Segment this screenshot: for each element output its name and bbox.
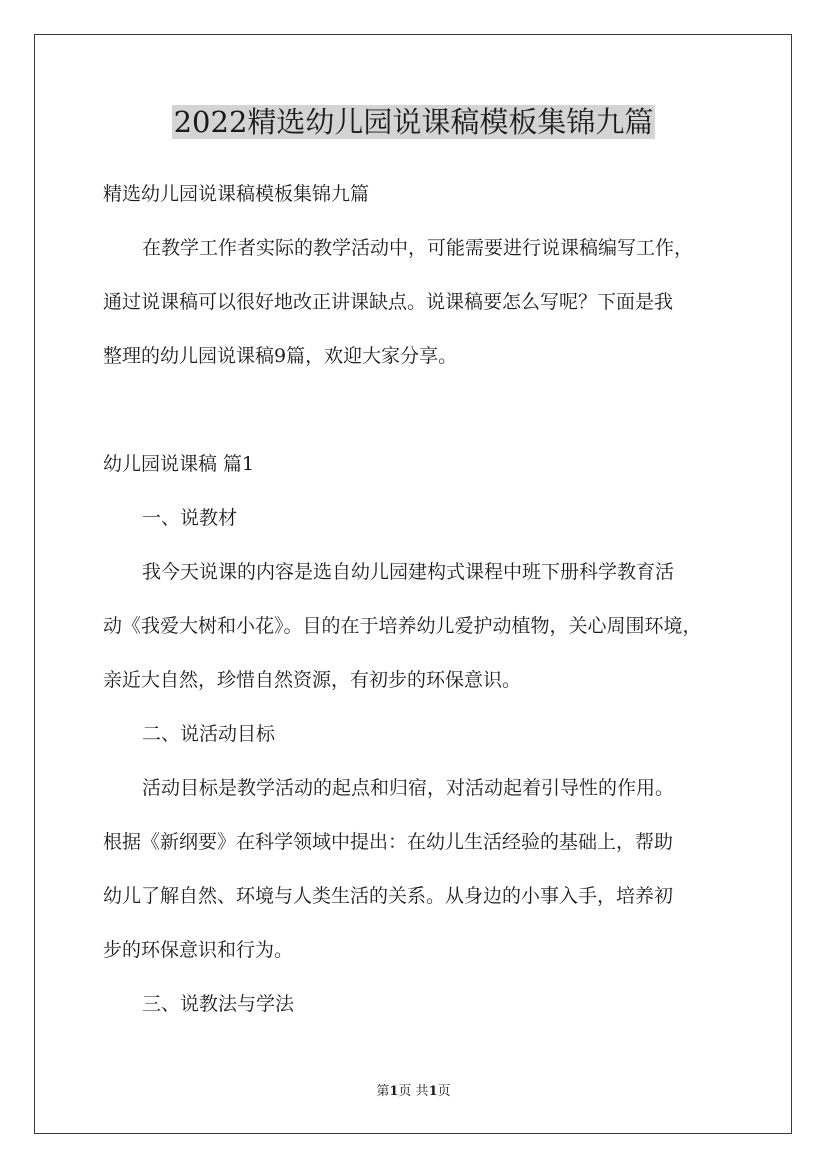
section-heading: 幼儿园说课稿 篇1 — [103, 453, 255, 475]
subsection-heading: 一、说教材 — [142, 507, 238, 529]
footer-page-mid: 页 共 — [398, 1084, 429, 1099]
paragraph-line: 步的环保意识和行为。 — [103, 939, 294, 961]
paragraph-line: 根据《新纲要》在科学领域中提出：在幼儿生活经验的基础上，帮助 — [103, 831, 674, 853]
paragraph-line: 我今天说课的内容是选自幼儿园建构式课程中班下册科学教育活 — [142, 561, 675, 583]
paragraph-line: 亲近大自然，珍惜自然资源，有初步的环保意识。 — [103, 669, 522, 691]
paragraph-line: 在教学工作者实际的教学活动中，可能需要进行说课稿编写工作， — [142, 237, 694, 259]
footer-page-number: 1 — [389, 1084, 399, 1099]
paragraph-line: 动《我爱大树和小花》。目的在于培养幼儿爱护动植物，关心周围环境， — [103, 615, 702, 637]
paragraph-line: 整理的幼儿园说课稿9篇，欢迎大家分享。 — [103, 345, 458, 367]
doc-subtitle: 精选幼儿园说课稿模板集锦九篇 — [103, 183, 370, 205]
footer-page-total: 1 — [428, 1084, 438, 1099]
paragraph-line: 幼儿了解自然、环境与人类生活的关系。从身边的小事入手，培养初 — [103, 885, 674, 907]
footer-page-suffix: 页 — [437, 1084, 451, 1099]
document-title — [0, 100, 827, 144]
footer-page-prefix: 第 — [376, 1084, 390, 1099]
paragraph-line: 通过说课稿可以很好地改正讲课缺点。说课稿要怎么写呢？下面是我 — [103, 291, 674, 313]
subsection-heading: 三、说教法与学法 — [142, 993, 295, 1015]
title-text: 2022精选幼儿园说课稿模板集锦九篇 — [173, 105, 654, 139]
page-footer — [0, 1083, 827, 1101]
paragraph-line: 活动目标是教学活动的起点和归宿，对活动起着引导性的作用。 — [142, 777, 675, 799]
subsection-heading: 二、说活动目标 — [142, 723, 276, 745]
